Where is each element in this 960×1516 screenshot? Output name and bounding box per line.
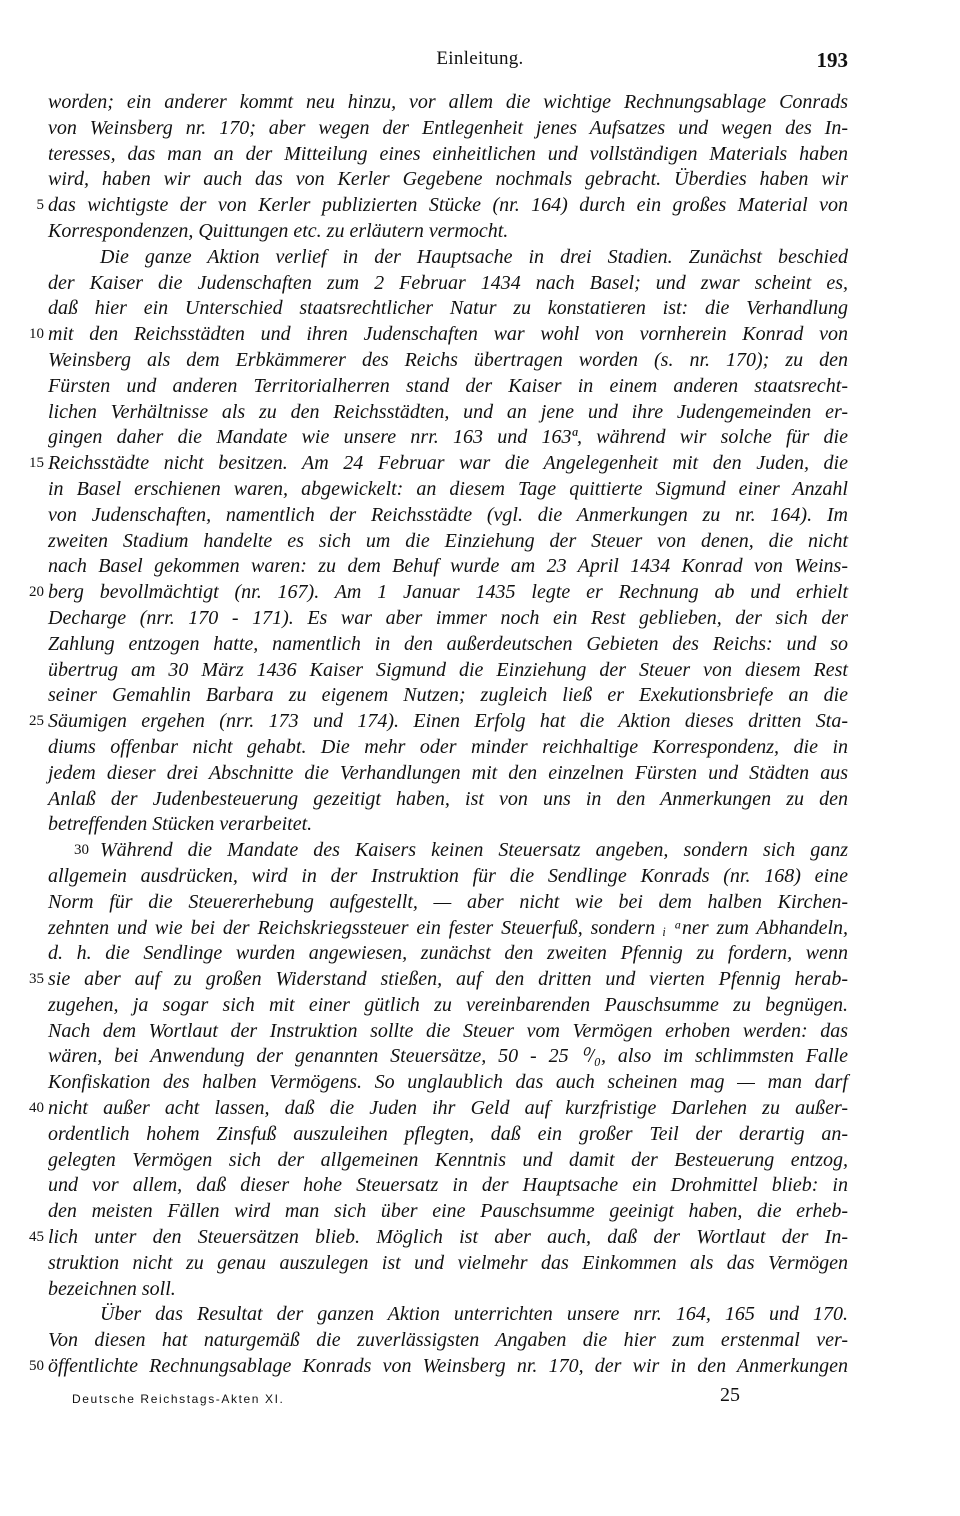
line-text: nach Basel gekommen waren: zu dem Behuf wurde am 23 April 1434 Konrad von Weins- <box>48 555 848 578</box>
line-text: Decharge (nrr. 170 - 171). Es war aber immer noch ein Rest geblieben, der sich der <box>48 606 848 629</box>
line-text: Anlaß der Judenbesteuerung gezeitigt haben, ist von uns in den Anmerkungen zu den <box>48 787 848 810</box>
text-line <box>29 1354 848 1380</box>
text-line <box>48 916 848 942</box>
line-text: Über das Resultat der ganzen Aktion unterrichten unsere nrr. 164, 165 und 170. <box>100 1303 848 1326</box>
footer-series-title: Deutsche Reichstags-Akten XI. <box>72 1392 285 1406</box>
line-number: 30 <box>74 842 89 859</box>
line-number: 20 <box>29 584 44 601</box>
line-text: daß hier ein Unterschied staatsrechtlicher Natur zu konstatieren ist: die Verhandlung <box>48 297 848 320</box>
line-text: Konfiskation des halben Vermögens. So unglaublich das auch scheinen mag — man darf <box>48 1071 848 1094</box>
text-line <box>36 193 848 219</box>
line-text: ordentlich hohem Zinsfuß auszuleihen pflegten, daß ein großer Teil der derartig an- <box>48 1122 848 1145</box>
signature-mark: 25 <box>720 1384 740 1406</box>
text-line <box>48 116 848 142</box>
text-line <box>48 1019 848 1045</box>
text-line <box>29 451 848 477</box>
text-line <box>48 1122 848 1148</box>
line-text: betreffenden Stücken verarbeitet. <box>48 813 313 836</box>
line-text: allgemein ausdrücken, wird in der Instruktion für die Sendlinge Konrads (nr. 168) eine <box>48 864 848 887</box>
line-number: 10 <box>29 326 44 343</box>
text-line <box>48 683 848 709</box>
text-line <box>48 993 848 1019</box>
text-line <box>48 1199 848 1225</box>
text-line <box>48 1070 848 1096</box>
body-text <box>29 90 848 1380</box>
text-line <box>48 477 848 503</box>
text-line <box>48 941 848 967</box>
running-title: Einleitung. <box>436 48 524 69</box>
line-number: 15 <box>29 455 44 472</box>
text-line <box>48 787 848 813</box>
text-line <box>48 142 848 168</box>
line-text: in Basel erschienen waren, abgewickelt: an diesem Tage quittierte Sigmund einer Anzahl <box>48 477 848 500</box>
text-line <box>48 245 848 271</box>
line-number: 40 <box>29 1100 44 1117</box>
line-text: Die ganze Aktion verlief in der Hauptsache in drei Stadien. Zunächst beschied <box>100 245 848 268</box>
line-text: Während die Mandate des Kaisers keinen Steuersatz angeben, sondern sich ganz <box>100 839 848 862</box>
text-line <box>48 219 848 245</box>
text-line <box>29 580 848 606</box>
page-footer <box>72 1384 872 1424</box>
text-line <box>48 838 848 864</box>
text-line <box>29 709 848 735</box>
page-header <box>0 48 960 78</box>
line-number: 25 <box>29 713 44 730</box>
line-text: von Judenschaften, namentlich der Reichsstädte (vgl. die Anmerkungen zu nr. 164). Im <box>48 503 848 526</box>
line-text: Reichsstädte nicht besitzen. Am 24 Februar war die Angelegenheit mit den Juden, die <box>48 452 848 475</box>
line-text: diums offenbar nicht gehabt. Die mehr oder minder reichhaltige Korrespondenz, die in <box>48 735 848 758</box>
line-text: sie aber auf zu großen Widerstand stießen, auf den dritten und vierten Pfennig herab- <box>48 968 848 991</box>
text-line <box>48 374 848 400</box>
line-text: wird, haben wir auch das von Kerler Gegebene nochmals gebracht. Überdies haben wir <box>48 168 848 191</box>
line-number: 50 <box>29 1358 44 1375</box>
line-text: Weinsberg als dem Erbkämmerer des Reichs übertragen worden (s. nr. 170); zu den <box>48 348 848 371</box>
line-text: d. h. die Sendlinge wurden angewiesen, zunächst den zweiten Pfennig zu fordern, wenn <box>48 942 848 965</box>
page-number: 193 <box>816 48 848 72</box>
line-text: Nach dem Wortlaut der Instruktion sollte die Steuer vom Vermögen erhoben werden: das <box>48 1019 848 1042</box>
text-line <box>48 1277 848 1303</box>
text-line <box>48 554 848 580</box>
text-line <box>48 400 848 426</box>
text-line <box>48 1173 848 1199</box>
line-text: worden; ein anderer kommt neu hinzu, vor allem die wichtige Rechnungsablage Conrads <box>48 91 848 113</box>
text-line <box>48 1251 848 1277</box>
text-line <box>48 1044 848 1070</box>
text-line <box>48 296 848 322</box>
line-text: Fürsten und anderen Territorialherren stand der Kaiser in einem anderen staatsrecht- <box>48 374 848 397</box>
line-text: struktion nicht zu genau auszulegen ist und vielmehr das Einkommen als das Vermögen <box>48 1251 848 1274</box>
text-line <box>48 1148 848 1174</box>
text-line <box>29 322 848 348</box>
text-line <box>29 1225 848 1251</box>
line-text: Norm für die Steuererhebung aufgestellt, — aber nicht wie bei dem halben Kirchen- <box>48 890 848 913</box>
text-line <box>48 606 848 632</box>
line-text: Zahlung entzogen hatte, namentlich in den außerdeutschen Gebieten des Reichs: und so <box>48 632 848 655</box>
text-line <box>48 658 848 684</box>
line-text: übertrug am 30 März 1436 Kaiser Sigmund die Einziehung der Steuer von diesem Rest <box>48 658 848 681</box>
line-number: 35 <box>29 971 44 988</box>
text-line <box>48 1302 848 1328</box>
text-line <box>48 761 848 787</box>
line-text: zehnten und wie bei der Reichskriegssteuer ein fester Steuerfuß, sondern ᵢ ᵃner zum Abhandeln, <box>48 916 848 939</box>
text-line <box>48 271 848 297</box>
line-number: 5 <box>36 197 44 214</box>
text-line <box>48 167 848 193</box>
text-line <box>29 1096 848 1122</box>
line-text: zweiten Stadium handelte es sich um die Einziehung der Steuer von denen, die nicht <box>48 529 848 552</box>
line-text: Von diesen hat naturgemäß die zuverlässigsten Angaben die hier zum erstenmal ver- <box>48 1329 848 1352</box>
line-text: Säumigen ergehen (nrr. 173 und 174). Einen Erfolg hat die Aktion dieses dritten Sta- <box>48 710 848 733</box>
line-text: bezeichnen soll. <box>48 1277 176 1300</box>
text-line <box>48 503 848 529</box>
line-text: mit den Reichsstädten und ihren Judenschaften war wohl von vornherein Konrad von <box>48 323 848 346</box>
line-text: der Kaiser die Judenschaften zum 2 Februar 1434 nach Basel; und zwar scheint es, <box>48 271 848 294</box>
text-line <box>48 890 848 916</box>
line-text: öffentlichte Rechnungsablage Konrads von Weinsberg nr. 170, der wir in den Anmerkungen <box>48 1355 848 1378</box>
text-line <box>48 425 848 451</box>
line-text: gelegten Vermögen sich der allgemeinen Kenntnis und damit der Besteuerung entzog, <box>48 1148 848 1171</box>
line-text: berg bevollmächtigt (nr. 167). Am 1 Januar 1435 legte er Rechnung ab und erhielt <box>48 581 848 604</box>
line-text: und vor allem, daß dieser hohe Steuersatz in der Hauptsache ein Drohmittel blieb: in <box>48 1174 848 1197</box>
line-text: Korrespondenzen, Quittungen etc. zu erläutern vermocht. <box>48 219 509 242</box>
line-text: lichen Verhältnisse als zu den Reichsstädten, und an jene und ihre Judengemeinden er- <box>48 400 848 423</box>
text-line <box>48 864 848 890</box>
text-line <box>48 529 848 555</box>
line-text: teresses, das man an der Mitteilung eines einheitlichen und vollständigen Materials haben <box>48 142 848 165</box>
text-line <box>48 90 848 116</box>
line-text: zugehen, ja sogar sich mit einer gütlich zu vereinbarenden Pauschsumme zu begnügen. <box>48 993 848 1016</box>
text-line <box>48 632 848 658</box>
line-text: lich unter den Steuersätzen blieb. Möglich ist aber auch, daß der Wortlaut der In- <box>48 1226 848 1249</box>
line-text: gingen daher die Mandate wie unsere nrr. 163 und 163ª, während wir solche für die <box>48 426 848 449</box>
text-line <box>48 348 848 374</box>
line-text: jedem dieser drei Abschnitte die Verhandlungen mit den einzelnen Fürsten und Städten aus <box>48 761 848 784</box>
line-number: 45 <box>29 1229 44 1246</box>
line-text: das wichtigste der von Kerler publizierten Stücke (nr. 164) durch ein großes Material von <box>48 194 848 217</box>
line-text: den meisten Fällen wird man sich über eine Pauschsumme geeinigt haben, die erheb- <box>48 1200 848 1223</box>
text-line <box>29 967 848 993</box>
text-line <box>48 1328 848 1354</box>
text-line <box>48 812 848 838</box>
line-text: wären, bei Anwendung der genannten Steuersätze, 50 - 25 ⁰/₀, also im schlimmsten Falle <box>48 1045 848 1068</box>
text-line <box>48 735 848 761</box>
line-text: seiner Gemahlin Barbara zu eigenem Nutzen; zugleich ließ er Exekutionsbriefe an die <box>48 684 848 707</box>
line-text: nicht außer acht lassen, daß die Juden ihr Geld auf kurzfristige Darlehen zu außer- <box>48 1097 848 1120</box>
line-text: von Weinsberg nr. 170; aber wegen der Entlegenheit jenes Aufsatzes und wegen des In- <box>48 116 848 139</box>
